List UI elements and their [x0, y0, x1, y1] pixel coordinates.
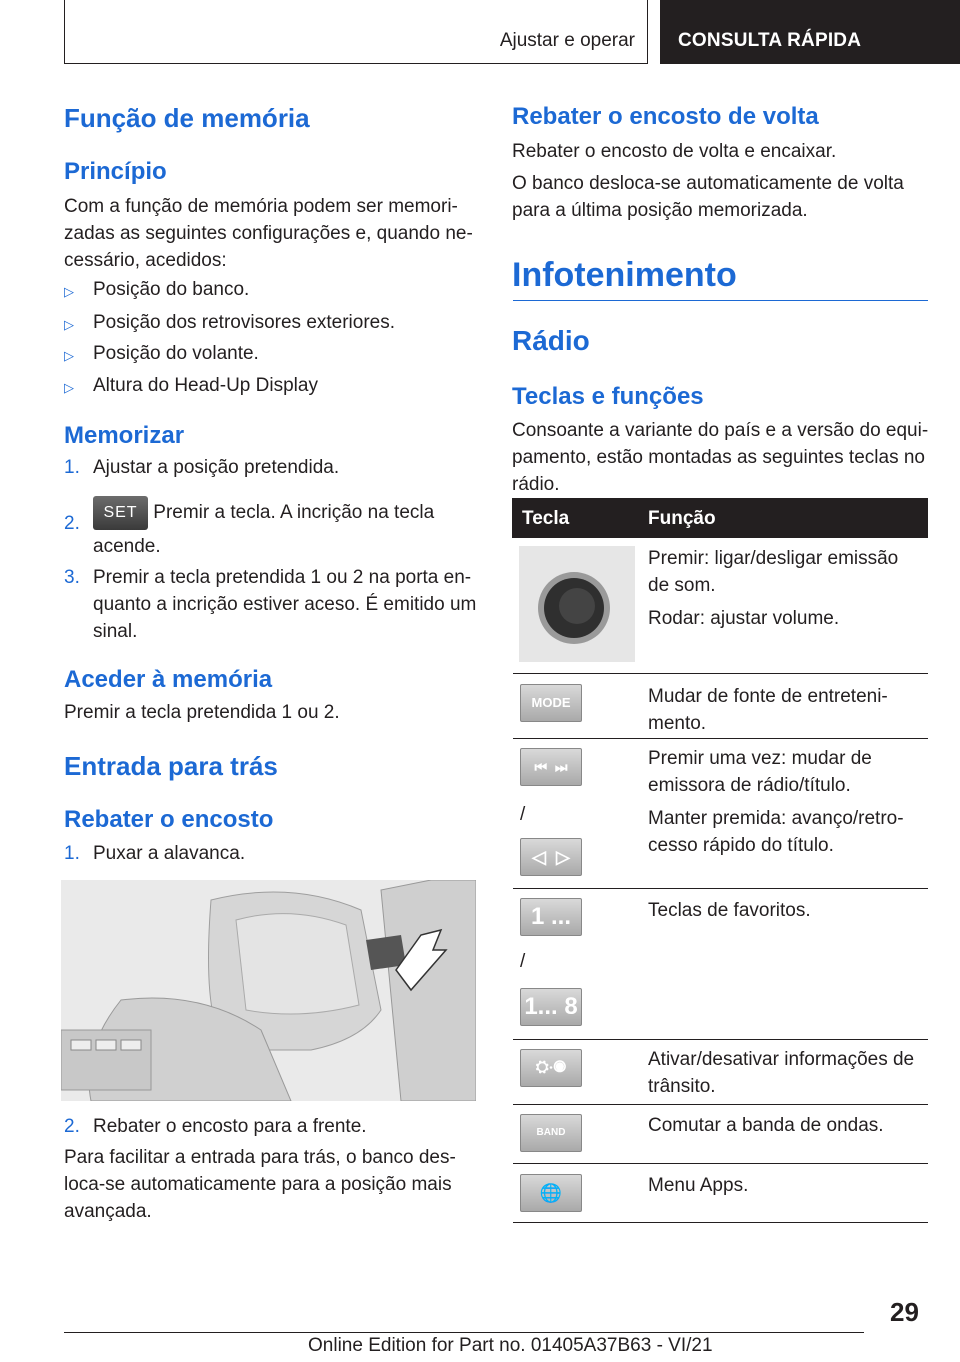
- mode-key-icon: MODE: [520, 684, 582, 722]
- heading-fold: Rebater o encosto: [64, 806, 274, 833]
- keys-text: Consoante a variante do país e a versão do equi- pamento, estão montadas as seguintes teclas no rádio.: [512, 420, 929, 495]
- row-5-text: Ativar/desativar informações de trânsito.: [648, 1049, 915, 1097]
- table-header: [512, 498, 928, 538]
- row-divider: [513, 1039, 928, 1040]
- heading-access: Aceder à memória: [64, 666, 273, 693]
- heading-keys: Teclas e funções: [512, 383, 704, 410]
- row-divider: [513, 888, 928, 889]
- heading-infotainment: Infotenimento: [512, 256, 737, 294]
- row-divider: [513, 738, 928, 739]
- row-1-text: Premir: ligar/desligar emissão de som. Rodar: ajustar volume.: [648, 548, 899, 629]
- heading-back: Rebater o encosto de volta: [512, 103, 819, 130]
- row-6-text: Comutar a banda de ondas.: [648, 1115, 884, 1136]
- row-7-text: Menu Apps.: [648, 1175, 749, 1196]
- heading-memory: Função de memória: [64, 103, 310, 133]
- set-key-icon: SET: [93, 496, 148, 530]
- row-divider: [513, 1104, 928, 1105]
- footer-rule: [64, 1332, 864, 1333]
- seat-illustration: [61, 880, 476, 1101]
- band-key-icon: BAND: [520, 1114, 582, 1152]
- heading-radio: Rádio: [512, 325, 590, 356]
- row-divider: [513, 1222, 928, 1223]
- section-title: Ajustar e operar: [499, 30, 635, 51]
- col-header-key: Tecla: [522, 508, 570, 529]
- principle-text: Com a função de memória podem ser memori- zadas as seguintes configurações e, quando ne- cessário, acedidos:: [64, 196, 473, 271]
- separator: /: [520, 804, 526, 825]
- step-item: 2. SET Premir a tecla. A incrição na tecla acende.: [64, 496, 484, 560]
- separator: /: [520, 951, 526, 972]
- volume-knob-icon: [519, 546, 635, 662]
- favorites-7-icon: 1 ... 7: [520, 898, 582, 936]
- traffic-info-icon: ⛭⋅◉: [520, 1049, 582, 1087]
- back-text-2: O banco desloca-se automaticamente de volta para a última posição memorizada.: [512, 173, 904, 221]
- row-2-text: Mudar de fonte de entreteni- mento.: [648, 686, 888, 734]
- favorites-8-icon: 1... 8: [520, 988, 582, 1026]
- heading-entry: Entrada para trás: [64, 751, 278, 781]
- header-section: [64, 0, 648, 64]
- heading-principle: Princípio: [64, 158, 167, 185]
- col-header-function: Função: [648, 508, 716, 529]
- row-3-text: Premir uma vez: mudar de emissora de rádio/título. Manter premida: avanço/retro- cesso rápido do título.: [648, 748, 904, 856]
- row-divider: [513, 1163, 928, 1164]
- row-divider: [513, 673, 928, 674]
- access-text: Premir a tecla pretendida 1 ou 2.: [64, 702, 340, 723]
- page-number: 29: [890, 1297, 919, 1327]
- heading-store: Memorizar: [64, 422, 185, 449]
- row-4-text: Teclas de favoritos.: [648, 900, 811, 921]
- footer-edition: Online Edition for Part no. 01405A37B63 - VI/21: [308, 1335, 713, 1356]
- heading-underline: [513, 300, 928, 301]
- skip-keys-icon: ⏮ ⏭: [520, 748, 582, 786]
- apps-globe-icon: 🌐: [520, 1174, 582, 1212]
- back-text-1: Rebater o encosto de volta e encaixar.: [512, 141, 837, 162]
- arrow-keys-icon: ◁ ▷: [520, 838, 582, 876]
- header-tab[interactable]: [660, 0, 960, 64]
- fold-text: Para facilitar a entrada para trás, o banco des- loca-se automaticamente para a posição mais avançada.: [64, 1147, 456, 1222]
- seat-lever-image: [61, 880, 476, 1101]
- tab-label: CONSULTA RÁPIDA: [678, 30, 862, 51]
